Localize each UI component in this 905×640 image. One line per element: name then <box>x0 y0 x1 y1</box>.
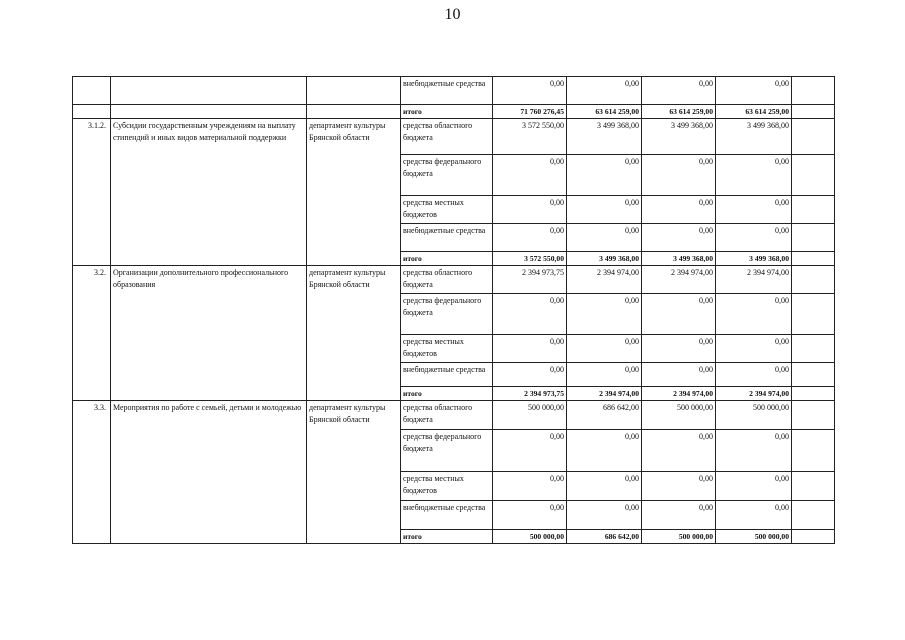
funding-source-cell: средства местных бюджетов <box>401 196 493 224</box>
empty-cell <box>792 224 835 252</box>
amount-cell: 0,00 <box>567 77 642 105</box>
funding-source-cell: средства местных бюджетов <box>401 472 493 501</box>
amount-cell: 500 000,00 <box>493 401 567 430</box>
page-number: 10 <box>444 6 461 23</box>
empty-cell <box>792 501 835 530</box>
amount-cell: 0,00 <box>493 294 567 335</box>
amount-cell: 500 000,00 <box>642 401 716 430</box>
amount-cell: 0,00 <box>493 155 567 196</box>
funding-source-cell: средства федерального бюджета <box>401 294 493 335</box>
item-name-cell: Организации дополнительного профессионального образования <box>111 266 307 401</box>
funding-source-cell: итого <box>401 387 493 401</box>
funding-source-cell: внебюджетные средства <box>401 501 493 530</box>
amount-cell: 2 394 974,00 <box>567 266 642 294</box>
amount-cell: 0,00 <box>716 224 792 252</box>
department-cell <box>307 77 401 105</box>
amount-cell: 0,00 <box>493 501 567 530</box>
amount-cell: 0,00 <box>716 363 792 387</box>
amount-cell: 0,00 <box>567 430 642 472</box>
department-cell: департамент культуры Брянской области <box>307 266 401 401</box>
funding-source-cell: итого <box>401 105 493 119</box>
empty-cell <box>792 119 835 155</box>
amount-cell: 500 000,00 <box>716 401 792 430</box>
empty-cell <box>792 77 835 105</box>
amount-cell: 2 394 973,75 <box>493 387 567 401</box>
amount-cell: 0,00 <box>493 224 567 252</box>
amount-cell: 0,00 <box>716 472 792 501</box>
item-number-cell: 3.3. <box>73 401 111 544</box>
empty-cell <box>792 155 835 196</box>
amount-cell: 500 000,00 <box>642 530 716 544</box>
amount-cell: 0,00 <box>493 196 567 224</box>
amount-cell: 0,00 <box>567 501 642 530</box>
amount-cell: 0,00 <box>493 363 567 387</box>
table-row <box>73 119 835 155</box>
amount-cell: 63 614 259,00 <box>716 105 792 119</box>
amount-cell: 2 394 974,00 <box>716 266 792 294</box>
item-name-cell: Субсидии государственным учреждениям на выплату стипендий и иных видов материальной поддержки <box>111 119 307 266</box>
amount-cell: 0,00 <box>716 335 792 363</box>
amount-cell: 0,00 <box>716 196 792 224</box>
empty-cell <box>792 530 835 544</box>
item-number-cell <box>73 105 111 119</box>
funding-source-cell: средства областного бюджета <box>401 119 493 155</box>
funding-source-cell: средства федерального бюджета <box>401 430 493 472</box>
amount-cell: 2 394 973,75 <box>493 266 567 294</box>
table-row-total <box>73 105 835 119</box>
amount-cell: 0,00 <box>716 430 792 472</box>
amount-cell: 0,00 <box>642 224 716 252</box>
amount-cell: 0,00 <box>642 155 716 196</box>
amount-cell: 0,00 <box>716 155 792 196</box>
item-number-cell: 3.2. <box>73 266 111 401</box>
amount-cell: 3 499 368,00 <box>567 119 642 155</box>
item-name-cell <box>111 105 307 119</box>
amount-cell: 0,00 <box>642 77 716 105</box>
funding-source-cell: средства местных бюджетов <box>401 335 493 363</box>
item-number-cell: 3.1.2. <box>73 119 111 266</box>
funding-source-cell: внебюджетные средства <box>401 224 493 252</box>
amount-cell: 3 499 368,00 <box>642 252 716 266</box>
department-cell: департамент культуры Брянской области <box>307 119 401 266</box>
table-row <box>73 266 835 294</box>
amount-cell: 0,00 <box>567 294 642 335</box>
funding-source-cell: средства областного бюджета <box>401 266 493 294</box>
empty-cell <box>792 294 835 335</box>
funding-source-cell: внебюджетные средства <box>401 77 493 105</box>
empty-cell <box>792 430 835 472</box>
empty-cell <box>792 105 835 119</box>
empty-cell <box>792 335 835 363</box>
amount-cell: 3 572 550,00 <box>493 119 567 155</box>
amount-cell: 0,00 <box>642 472 716 501</box>
department-cell: департамент культуры Брянской области <box>307 401 401 544</box>
amount-cell: 0,00 <box>567 472 642 501</box>
funding-source-cell: средства областного бюджета <box>401 401 493 430</box>
department-cell <box>307 105 401 119</box>
amount-cell: 0,00 <box>642 430 716 472</box>
amount-cell: 3 499 368,00 <box>716 119 792 155</box>
amount-cell: 0,00 <box>642 363 716 387</box>
amount-cell: 0,00 <box>567 155 642 196</box>
amount-cell: 500 000,00 <box>493 530 567 544</box>
amount-cell: 686 642,00 <box>567 530 642 544</box>
funding-source-cell: внебюджетные средства <box>401 363 493 387</box>
empty-cell <box>792 252 835 266</box>
amount-cell: 3 499 368,00 <box>716 252 792 266</box>
amount-cell: 63 614 259,00 <box>642 105 716 119</box>
amount-cell: 0,00 <box>642 294 716 335</box>
amount-cell: 0,00 <box>642 196 716 224</box>
amount-cell: 0,00 <box>567 224 642 252</box>
amount-cell: 500 000,00 <box>716 530 792 544</box>
amount-cell: 0,00 <box>716 77 792 105</box>
item-name-cell <box>111 77 307 105</box>
table-row <box>73 401 835 430</box>
amount-cell: 63 614 259,00 <box>567 105 642 119</box>
amount-cell: 3 499 368,00 <box>642 119 716 155</box>
funding-source-cell: итого <box>401 252 493 266</box>
empty-cell <box>792 401 835 430</box>
amount-cell: 0,00 <box>642 501 716 530</box>
amount-cell: 0,00 <box>567 196 642 224</box>
empty-cell <box>792 196 835 224</box>
empty-cell <box>792 363 835 387</box>
amount-cell: 3 572 550,00 <box>493 252 567 266</box>
amount-cell: 2 394 974,00 <box>567 387 642 401</box>
item-number-cell <box>73 77 111 105</box>
amount-cell: 2 394 974,00 <box>642 387 716 401</box>
amount-cell: 71 760 276,45 <box>493 105 567 119</box>
table-row <box>73 77 835 105</box>
amount-cell: 0,00 <box>493 335 567 363</box>
amount-cell: 0,00 <box>642 335 716 363</box>
budget-table <box>72 76 835 544</box>
amount-cell: 0,00 <box>567 363 642 387</box>
amount-cell: 0,00 <box>493 77 567 105</box>
table-body <box>73 77 835 544</box>
funding-source-cell: итого <box>401 530 493 544</box>
amount-cell: 0,00 <box>493 472 567 501</box>
amount-cell: 0,00 <box>716 294 792 335</box>
amount-cell: 2 394 974,00 <box>716 387 792 401</box>
empty-cell <box>792 266 835 294</box>
funding-source-cell: средства федерального бюджета <box>401 155 493 196</box>
amount-cell: 686 642,00 <box>567 401 642 430</box>
empty-cell <box>792 387 835 401</box>
amount-cell: 0,00 <box>716 501 792 530</box>
amount-cell: 2 394 974,00 <box>642 266 716 294</box>
amount-cell: 0,00 <box>567 335 642 363</box>
item-name-cell: Мероприятия по работе с семьей, детьми и молодежью <box>111 401 307 544</box>
amount-cell: 0,00 <box>493 430 567 472</box>
amount-cell: 3 499 368,00 <box>567 252 642 266</box>
empty-cell <box>792 472 835 501</box>
